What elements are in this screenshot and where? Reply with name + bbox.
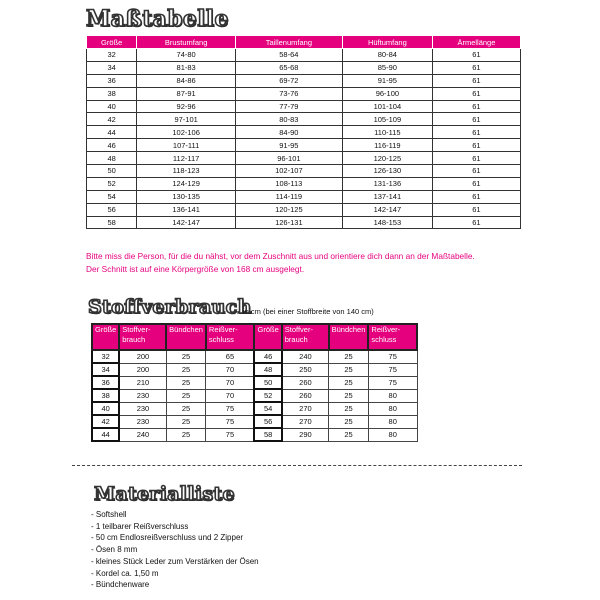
table-cell: 108-113 <box>235 177 342 190</box>
table-cell: 56 <box>87 203 137 216</box>
table-cell: 25 <box>166 402 206 415</box>
table-row <box>87 203 521 216</box>
table-cell: 240 <box>119 428 166 441</box>
table-cell: 92-96 <box>137 100 236 113</box>
table-cell: 25 <box>329 402 369 415</box>
stoffverbrauch-subtitle: in cm (bei einer Stoffbreite von 140 cm) <box>243 307 374 316</box>
table-row <box>87 61 521 74</box>
table-row <box>87 190 521 203</box>
table-cell: 210 <box>119 376 166 389</box>
table-cell: 25 <box>166 350 206 363</box>
table-cell: 96-100 <box>342 87 432 100</box>
material-item: - Bündchenware <box>91 580 150 590</box>
material-list <box>91 509 259 591</box>
table-cell: 65-68 <box>235 61 342 74</box>
table-cell: 120-125 <box>342 152 432 165</box>
masstabelle-table <box>86 35 521 229</box>
table-cell: 91-95 <box>342 74 432 87</box>
table-cell: 102-106 <box>137 126 236 139</box>
note-line: Der Schnitt ist auf eine Körpergröße von 168 cm ausgelegt. <box>86 263 305 274</box>
table-cell: 230 <box>119 389 166 402</box>
header-cell: Größe <box>87 36 137 49</box>
table-cell: 50 <box>87 165 137 178</box>
header-cell: Ärmellänge <box>432 36 520 49</box>
stoffverbrauch-table <box>91 323 418 442</box>
size-cell: 36 <box>92 376 119 389</box>
table-cell: 74-80 <box>137 49 236 62</box>
table-cell: 52 <box>87 177 137 190</box>
material-item: - Ösen 8 mm <box>91 545 138 555</box>
table-cell: 75 <box>368 363 417 376</box>
table-row <box>92 363 417 376</box>
table-cell: 61 <box>432 113 520 126</box>
size-cell: 44 <box>92 428 119 441</box>
table-row <box>87 49 521 62</box>
table-cell: 230 <box>119 415 166 428</box>
table-cell: 80-83 <box>235 113 342 126</box>
table-cell: 126-131 <box>235 216 342 229</box>
material-item: - 1 teilbarer Reißverschluss <box>91 521 189 531</box>
table-cell: 25 <box>166 363 206 376</box>
table-cell: 61 <box>432 190 520 203</box>
stoffverbrauch-body <box>92 350 417 441</box>
table-cell: 61 <box>432 165 520 178</box>
table-cell: 101-104 <box>342 100 432 113</box>
table-cell: 32 <box>87 49 137 62</box>
table-cell: 25 <box>166 415 206 428</box>
table-cell: 38 <box>87 87 137 100</box>
table-cell: 36 <box>87 74 137 87</box>
table-cell: 61 <box>432 87 520 100</box>
table-cell: 250 <box>282 363 329 376</box>
table-cell: 54 <box>87 190 137 203</box>
table-cell: 130-135 <box>137 190 236 203</box>
section-divider <box>72 465 522 466</box>
table-cell: 200 <box>119 350 166 363</box>
table-cell: 25 <box>329 363 369 376</box>
table-row <box>92 402 417 415</box>
header-cell: Größe <box>254 324 281 350</box>
table-cell: 25 <box>329 415 369 428</box>
table-cell: 290 <box>282 428 329 441</box>
table-cell: 270 <box>282 402 329 415</box>
size-cell: 38 <box>92 389 119 402</box>
header-cell: Größe <box>92 324 119 350</box>
header-cell: Reißver-schluss <box>368 324 417 350</box>
table-cell: 118-123 <box>137 165 236 178</box>
table-cell: 61 <box>432 100 520 113</box>
table-row <box>87 74 521 87</box>
table-cell: 112-117 <box>137 152 236 165</box>
table-cell: 136-141 <box>137 203 236 216</box>
stoffverbrauch-title: Stoffverbrauch <box>88 296 252 318</box>
table-cell: 48 <box>87 152 137 165</box>
size-cell: 48 <box>254 363 281 376</box>
table-cell: 61 <box>432 139 520 152</box>
table-cell: 230 <box>119 402 166 415</box>
table-cell: 75 <box>206 415 255 428</box>
table-cell: 105-109 <box>342 113 432 126</box>
table-row <box>87 113 521 126</box>
table-header-row <box>87 36 521 49</box>
table-row <box>87 126 521 139</box>
note-line: Bitte miss die Person, für die du nähst, vor dem Zuschnitt aus und orientiere dich dann an der Maßtabelle. <box>86 251 475 261</box>
table-header-row <box>92 324 417 350</box>
table-cell: 240 <box>282 350 329 363</box>
table-cell: 85-90 <box>342 61 432 74</box>
table-cell: 148-153 <box>342 216 432 229</box>
header-cell: Reißver-schluss <box>206 324 255 350</box>
table-cell: 58-64 <box>235 49 342 62</box>
table-cell: 84-86 <box>137 74 236 87</box>
table-row <box>87 177 521 190</box>
table-cell: 131-136 <box>342 177 432 190</box>
table-cell: 73-76 <box>235 87 342 100</box>
masstabelle-title: Maßtabelle <box>86 6 229 32</box>
table-cell: 81-83 <box>137 61 236 74</box>
size-cell: 54 <box>254 402 281 415</box>
size-cell: 56 <box>254 415 281 428</box>
size-cell: 32 <box>92 350 119 363</box>
size-cell: 52 <box>254 389 281 402</box>
material-item: - 50 cm Endlosreißverschluss und 2 Zipper <box>91 533 244 543</box>
header-cell: Bündchen <box>166 324 206 350</box>
table-cell: 137-141 <box>342 190 432 203</box>
table-cell: 44 <box>87 126 137 139</box>
table-cell: 25 <box>329 428 369 441</box>
table-cell: 65 <box>206 350 255 363</box>
header-cell: Stoffver-brauch <box>282 324 329 350</box>
table-cell: 25 <box>166 428 206 441</box>
header-cell: Stoffver-brauch <box>119 324 166 350</box>
table-cell: 77-79 <box>235 100 342 113</box>
table-cell: 80-84 <box>342 49 432 62</box>
header-cell: Taillenumfang <box>235 36 342 49</box>
table-cell: 116-119 <box>342 139 432 152</box>
table-cell: 102-107 <box>235 165 342 178</box>
table-cell: 70 <box>206 376 255 389</box>
materialliste-title: Materialliste <box>94 483 235 505</box>
table-cell: 34 <box>87 61 137 74</box>
table-cell: 42 <box>87 113 137 126</box>
table-row <box>87 216 521 229</box>
table-cell: 126-130 <box>342 165 432 178</box>
table-cell: 40 <box>87 100 137 113</box>
table-row <box>92 428 417 441</box>
table-cell: 75 <box>206 428 255 441</box>
table-cell: 25 <box>329 389 369 402</box>
table-cell: 58 <box>87 216 137 229</box>
table-row <box>87 100 521 113</box>
table-cell: 25 <box>329 376 369 389</box>
table-cell: 87-91 <box>137 87 236 100</box>
table-cell: 124-129 <box>137 177 236 190</box>
table-cell: 200 <box>119 363 166 376</box>
header-cell: Brustumfang <box>137 36 236 49</box>
fitting-note <box>86 250 526 275</box>
table-cell: 142-147 <box>137 216 236 229</box>
table-cell: 70 <box>206 389 255 402</box>
table-cell: 25 <box>329 350 369 363</box>
table-cell: 80 <box>368 389 417 402</box>
table-row <box>87 165 521 178</box>
material-item: - Kordel ca. 1,50 m <box>91 568 159 578</box>
table-cell: 80 <box>368 428 417 441</box>
table-cell: 260 <box>282 376 329 389</box>
table-cell: 61 <box>432 74 520 87</box>
table-cell: 110-115 <box>342 126 432 139</box>
table-cell: 91-95 <box>235 139 342 152</box>
table-row <box>92 389 417 402</box>
table-cell: 142-147 <box>342 203 432 216</box>
table-row <box>87 87 521 100</box>
table-cell: 25 <box>166 389 206 402</box>
table-cell: 97-101 <box>137 113 236 126</box>
table-cell: 70 <box>206 363 255 376</box>
material-item: - Softshell <box>91 510 127 519</box>
table-cell: 61 <box>432 203 520 216</box>
header-cell: Bündchen <box>329 324 369 350</box>
table-cell: 114-119 <box>235 190 342 203</box>
table-cell: 61 <box>432 152 520 165</box>
table-row <box>92 415 417 428</box>
masstabelle-body <box>87 49 521 229</box>
table-cell: 46 <box>87 139 137 152</box>
table-cell: 25 <box>166 376 206 389</box>
table-row <box>87 152 521 165</box>
table-row <box>92 350 417 363</box>
size-cell: 50 <box>254 376 281 389</box>
table-cell: 96-101 <box>235 152 342 165</box>
table-cell: 61 <box>432 177 520 190</box>
size-cell: 46 <box>254 350 281 363</box>
table-cell: 75 <box>368 350 417 363</box>
size-cell: 34 <box>92 363 119 376</box>
table-cell: 120-125 <box>235 203 342 216</box>
table-cell: 107-111 <box>137 139 236 152</box>
table-cell: 270 <box>282 415 329 428</box>
table-cell: 260 <box>282 389 329 402</box>
size-cell: 42 <box>92 415 119 428</box>
table-cell: 75 <box>206 402 255 415</box>
table-row <box>87 139 521 152</box>
size-cell: 58 <box>254 428 281 441</box>
table-cell: 80 <box>368 415 417 428</box>
table-cell: 61 <box>432 216 520 229</box>
material-item: - kleines Stück Leder zum Verstärken der Ösen <box>91 556 259 566</box>
header-cell: Hüftumfang <box>342 36 432 49</box>
table-cell: 61 <box>432 126 520 139</box>
table-cell: 61 <box>432 49 520 62</box>
table-cell: 69-72 <box>235 74 342 87</box>
table-cell: 84-90 <box>235 126 342 139</box>
table-cell: 61 <box>432 61 520 74</box>
table-row <box>92 376 417 389</box>
size-cell: 40 <box>92 402 119 415</box>
table-cell: 75 <box>368 376 417 389</box>
table-cell: 80 <box>368 402 417 415</box>
